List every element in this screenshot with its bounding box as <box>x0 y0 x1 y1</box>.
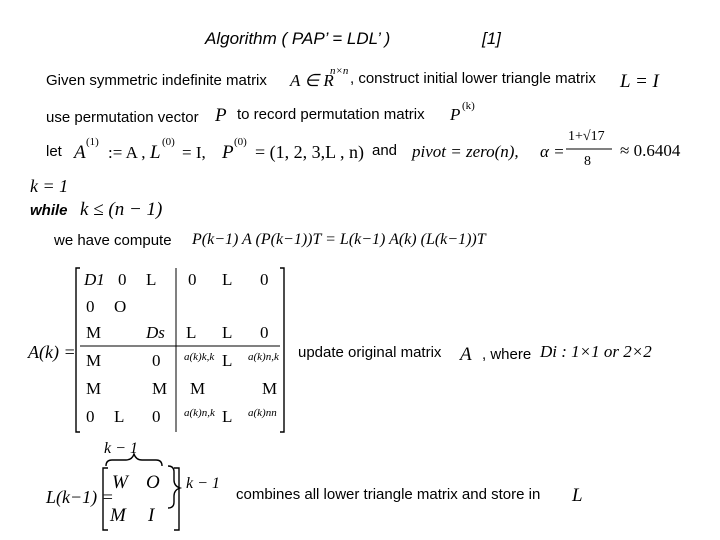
while-condition: k ≤ (n − 1) <box>80 199 163 220</box>
while-keyword: while <box>30 202 68 219</box>
update-text-a: update original matrix <box>298 344 442 361</box>
lower-lhs: L(k−1) = <box>46 487 114 507</box>
compute-label: we have compute <box>54 232 172 249</box>
line1-math-a-sup: n×n <box>330 65 349 77</box>
p0-sup: (0) <box>234 136 247 148</box>
line2-math-b: P <box>450 105 461 124</box>
matrix-cell: L <box>114 407 125 426</box>
matrix-cell: 0 <box>118 270 127 289</box>
matrix-cell: a(k)nn <box>248 407 277 419</box>
matrix-cell: M <box>190 379 206 398</box>
matrix-cell: L <box>222 270 233 289</box>
reference: [1] <box>482 29 501 48</box>
alpha-denominator: 8 <box>584 154 591 169</box>
line2-text-b: to record permutation matrix <box>237 106 425 123</box>
k-init: k = 1 <box>30 176 69 196</box>
matrix-cell: O <box>114 297 127 316</box>
matrix-cell: L <box>222 323 233 342</box>
pivot-def: pivot = zero(n), <box>412 142 519 161</box>
line1-math-a: A ∈ R <box>290 71 334 90</box>
matrix-cell: M <box>86 379 102 398</box>
alpha-lhs: α = <box>540 142 565 161</box>
a1-def: A <box>74 142 86 163</box>
l0-rest: = I, <box>182 143 206 162</box>
matrix-cell: M <box>152 379 168 398</box>
lower-brace-top-label: k − 1 <box>104 440 138 457</box>
page-title: Algorithm ( PAP’ = LDL’ ) <box>205 29 391 48</box>
matrix-cell: 0 <box>86 297 95 316</box>
alpha-numerator: 1+√17 <box>568 129 605 144</box>
combines-text: combines all lower triangle matrix and store in <box>236 486 541 503</box>
lower-cell-m: M <box>110 505 126 526</box>
matrix-cell: 0 <box>152 351 161 370</box>
matrix-cell: Ds <box>146 323 165 342</box>
p0-rest: = (1, 2, 3,L , n) <box>255 142 364 162</box>
alpha-rhs: ≈ 0.6404 <box>620 141 681 160</box>
matrix-cell: L <box>222 407 233 426</box>
matrix-cell: M <box>86 351 102 370</box>
matrix-cell: a(k)n,k <box>184 407 215 419</box>
line1-text-a: Given symmetric indefinite matrix <box>46 72 267 89</box>
line1-math-b: L = I <box>620 71 659 92</box>
matrix-cell: D1 <box>84 270 105 289</box>
update-math-a: A <box>460 344 472 365</box>
matrix-lhs: A(k) = <box>28 342 76 362</box>
l0-def: L <box>150 142 161 163</box>
matrix-cell: 0 <box>86 407 95 426</box>
let-label: let <box>46 143 62 160</box>
matrix-cell: a(k)k,k <box>184 351 215 363</box>
line2-math-a: P <box>215 105 227 126</box>
lower-brace-right-label: k − 1 <box>186 475 220 492</box>
matrix-cell: L <box>222 351 233 370</box>
matrix-cell: L <box>146 270 157 289</box>
matrix-cell: 0 <box>152 407 161 426</box>
line2-text-a: use permutation vector <box>46 109 199 126</box>
l0-sup: (0) <box>162 136 175 148</box>
matrix-cell: a(k)n,k <box>248 351 279 363</box>
p0-def: P <box>222 142 234 163</box>
compute-expression: P(k−1) A (P(k−1))T = L(k−1) A(k) (L(k−1))T <box>192 231 486 248</box>
line2-math-b-sup: (k) <box>462 100 475 112</box>
matrix-cell: M <box>86 323 102 342</box>
store-target: L <box>572 485 583 506</box>
matrix-cell: 0 <box>188 270 197 289</box>
a1-sup: (1) <box>86 136 99 148</box>
matrix-cell: M <box>262 379 278 398</box>
matrix-cell: 0 <box>260 323 269 342</box>
lower-cell-o: O <box>146 472 160 493</box>
matrix-cell: 0 <box>260 270 269 289</box>
lower-cell-w: W <box>112 472 128 493</box>
line1-text-b: , construct initial lower triangle matrix <box>350 70 596 87</box>
update-text-b: , where <box>482 346 532 363</box>
and-label: and <box>372 142 398 159</box>
lower-cell-i: I <box>148 505 155 526</box>
a1-rest: := A , <box>108 143 146 162</box>
update-math-b: Di : 1×1 or 2×2 <box>540 342 652 361</box>
matrix-cell: L <box>186 323 197 342</box>
